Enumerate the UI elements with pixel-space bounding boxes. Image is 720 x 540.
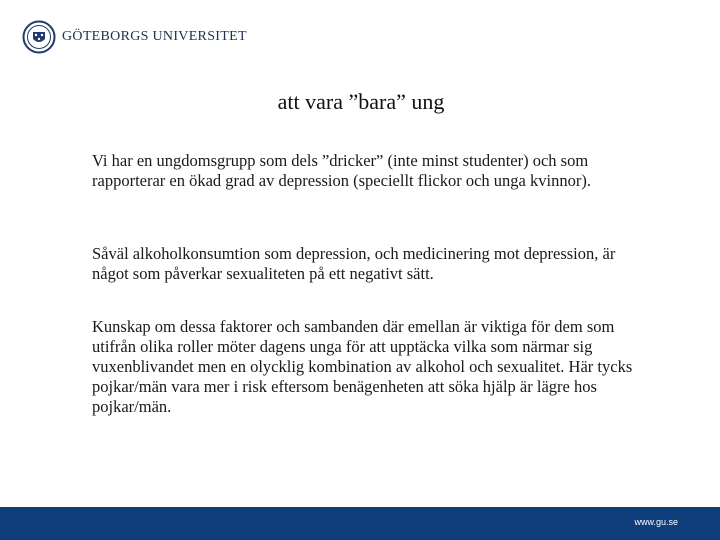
- paragraph-2: Såväl alkoholkonsumtion som depression, och medicinering mot depression, är något som påverkar sexualiteten på ett negativt sätt.: [92, 244, 616, 283]
- paragraph-1: Vi har en ungdomsgrupp som dels ”dricker” (inte minst studenter) och som rapporterar en ökad grad av depression (speciellt flickor och unga kvinnor).: [92, 151, 591, 190]
- footer-url-link[interactable]: www.gu.se: [634, 517, 678, 527]
- university-name: GÖTEBORGS UNIVERSITET: [62, 29, 247, 44]
- footer-bar: [0, 507, 720, 540]
- slide-title: att vara ”bara” ung: [277, 89, 445, 114]
- paragraph-3: Kunskap om dessa faktorer och sambanden där emellan är viktiga för dem som utifrån olika roller möter dagens unga för att upptäcka vilka som närmar sig vuxenblivandet men en olycklig kombination av alkohol och sexualitet. Här tycks pojkar/män vara mer i risk eftersom benägenheten att söka hjälp är lägre hos pojkar/män.: [92, 317, 633, 416]
- university-seal-icon: [22, 20, 56, 54]
- university-logo: [22, 20, 247, 54]
